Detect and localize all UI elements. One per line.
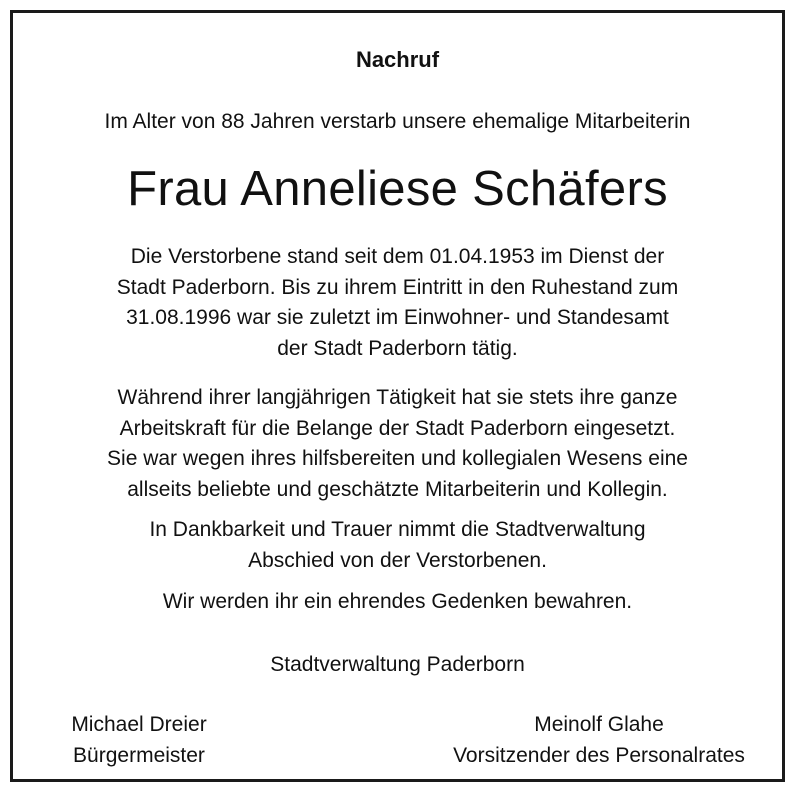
text-line: In Dankbarkeit und Trauer nimmt die Stadtverwaltung xyxy=(149,518,646,541)
signatory-name: Meinolf Glahe xyxy=(534,713,664,736)
paragraph-service-history xyxy=(13,242,782,364)
paragraph-tribute xyxy=(13,383,782,505)
paragraph-remembrance xyxy=(13,587,782,618)
signatory-role: Vorsitzender des Personalrates xyxy=(453,743,745,767)
text-line: Sie war wegen ihres hilfsbereiten und kollegialen Wesens eine xyxy=(107,447,688,470)
text-line: Während ihrer langjährigen Tätigkeit hat sie stets ihre ganze xyxy=(117,386,678,409)
text-line: der Stadt Paderborn tätig. xyxy=(277,336,518,360)
signatory-role: Bürgermeister xyxy=(73,743,205,767)
deceased-name: Frau Anneliese Schäfers xyxy=(127,162,668,216)
notice-heading: Nachruf xyxy=(355,47,440,72)
intro-line: Im Alter von 88 Jahren verstarb unsere ehemalige Mitarbeiterin xyxy=(104,110,691,133)
obituary-notice xyxy=(10,10,785,782)
text-line: 31.08.1996 war sie zuletzt im Einwohner- und Standesamt xyxy=(126,306,669,329)
signatory-name: Michael Dreier xyxy=(71,713,207,736)
signatory-left xyxy=(59,710,219,771)
signatory-right xyxy=(426,710,772,771)
text-line: Stadt Paderborn. Bis zu ihrem Eintritt in den Ruhestand zum xyxy=(116,275,679,299)
text-line: Wir werden ihr ein ehrendes Gedenken bewahren. xyxy=(162,590,633,613)
text-line: Arbeitskraft für die Belange der Stadt Paderborn eingesetzt. xyxy=(119,416,676,440)
paragraph-farewell xyxy=(13,515,782,576)
organization-name: Stadtverwaltung Paderborn xyxy=(270,653,525,676)
text-line: Abschied von der Verstorbenen. xyxy=(248,548,547,572)
text-line: Die Verstorbene stand seit dem 01.04.1953 im Dienst der xyxy=(130,245,665,268)
text-line: allseits beliebte und geschätzte Mitarbeiterin und Kollegin. xyxy=(127,477,668,501)
